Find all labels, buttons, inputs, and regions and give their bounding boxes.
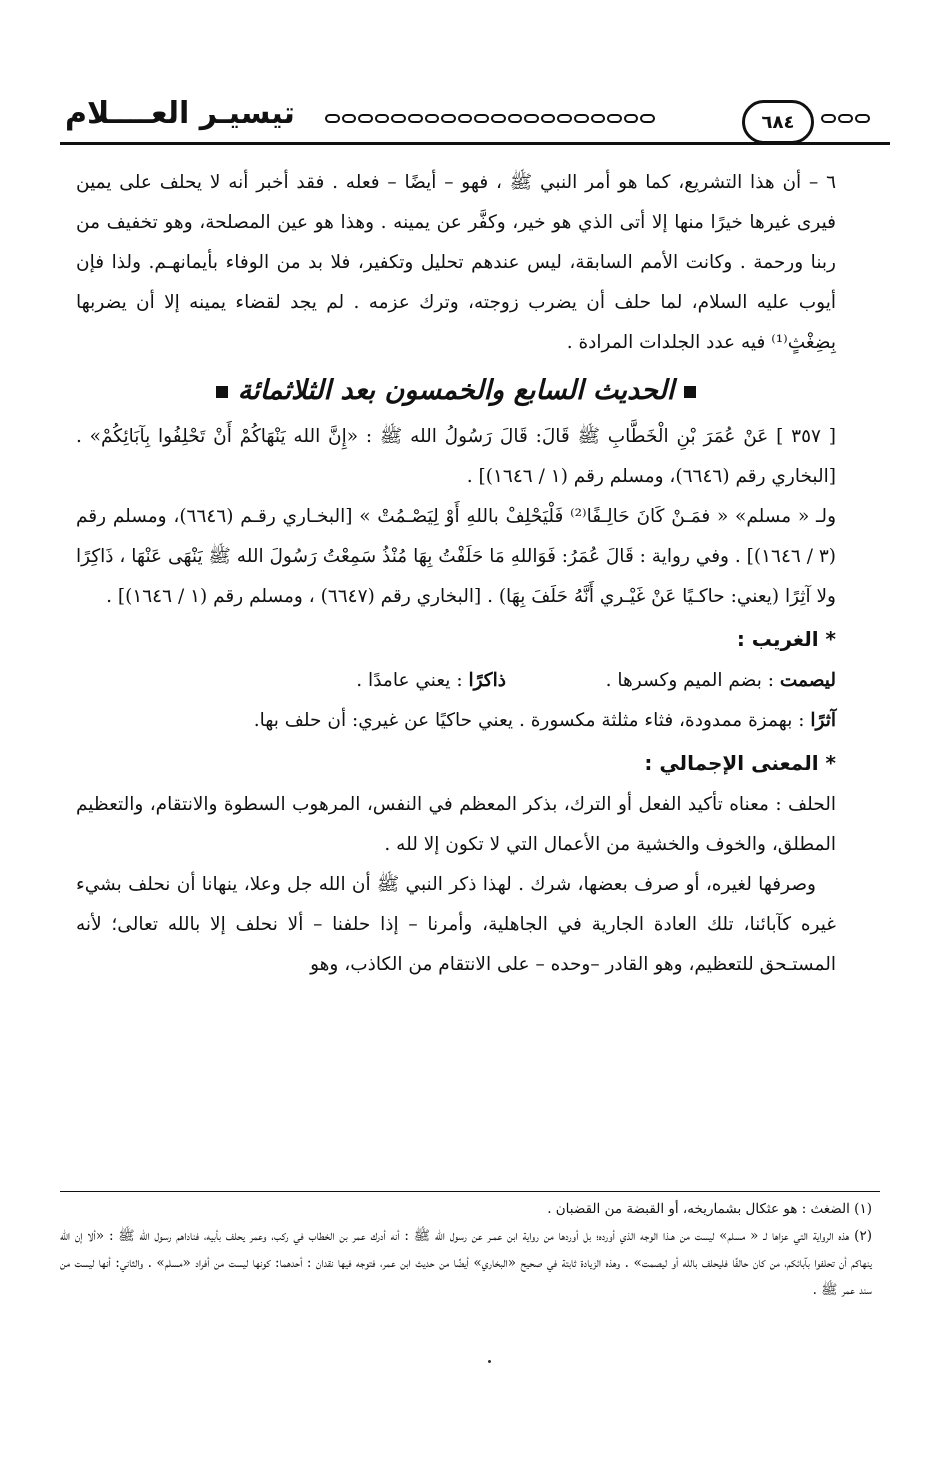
gloss-term: ليصمت	[779, 670, 836, 691]
book-title: تيسيـر العــــلام	[65, 96, 295, 131]
chain-link-ornament	[325, 114, 340, 123]
gloss-item	[76, 701, 836, 741]
chain-link-ornament	[574, 114, 589, 123]
footnote-2: (٢) هذه الرواية التي عزاها لـ « مسلم» ليست من هـذا الوجه الذي أورده؛ بل أوردها من رواية ابن عمـر عن رسول الله ﷺ : أنه أدرك عمر بن الخطاب في ركب، وعمر يحلف بأبيه، فناداهم رسول الله ﷺ : «ألا إن الله ينهاكم أن تحلفوا بآبائكم، من كان حالفًا فليحلف بالله أو ليصمت» . وهذه الزيادة ثابتة في صحيح «البخاري» أيضًا من حديث ابن عمر، فتوجه فيها نقدان : أحدهما: كونها ليست من أفراد «مسلم» . والثاني: أنها ليست من سند عمر ﷺ .	[60, 1228, 872, 1298]
chain-link-ornament	[474, 114, 489, 123]
page-header	[60, 78, 890, 144]
chain-link-ornament	[640, 114, 655, 123]
hadith-heading	[76, 367, 836, 415]
chain-link-ornament	[425, 114, 440, 123]
page-body	[76, 163, 836, 985]
gloss-definition: : بهمزة ممدودة، فثاء مثلثة مكسورة . يعني حاكيًا عن غيري: أن حلف بها.	[253, 710, 811, 731]
page-number: ٦٨٤	[761, 111, 795, 133]
chain-link-ornament	[855, 114, 870, 123]
chain-link-ornament	[624, 114, 639, 123]
chain-link-ornament	[838, 114, 853, 123]
page-mark	[488, 1360, 491, 1363]
chain-link-ornament	[607, 114, 622, 123]
chain-link-ornament	[821, 114, 836, 123]
muslim-narration: ولـ « مسلم» « فمَـنْ كَانَ حَالِـفًا⁽²⁾ فَلْيَحْلِفْ باللهِ أَوْ لِيَصْـمُتْ » [البخـاري رقـم (٦٦٤٦)، ومسلم رقم (٣ / ١٦٤٦)] . وفي رواية : قَالَ عُمَرُ: فَوَاللهِ مَا حَلَفْتُ بِهَا مُنْذُ سَمِعْتُ رَسُولَ الله ﷺ يَنْهَى عَنْهَا ، ذَاكِرًا ولا آثِرًا (يعني: حاكـيًا عَنْ غَيْـري أَنَّهُ حَلَفَ بِهَا) . [البخاري رقم (٦٦٤٧) ، ومسلم رقم (١ / ١٦٤٦)] .	[76, 506, 836, 607]
header-divider	[60, 142, 890, 145]
header-ornament-small	[820, 114, 870, 128]
chain-link-ornament	[441, 114, 456, 123]
footnotes	[60, 1196, 872, 1304]
hadith-text: [ ٣٥٧ ] عَنْ عُمَرَ بْنِ الْخَطَّابِ ﷺ قَالَ: قَالَ رَسُولُ الله ﷺ : «إِنَّ الله يَنْهَاكُمْ أَنْ تَحْلِفُوا بِآبَائِكُمْ» . [البخاري رقم (٦٦٤٦)، ومسلم رقم (١ / ١٦٤٦)] .	[76, 426, 836, 487]
chain-link-ornament	[342, 114, 357, 123]
footnote-divider	[60, 1191, 880, 1192]
ijmali-paragraph-1: الحلف : معناه تأكيد الفعل أو الترك، بذكر المعظم في النفس، المرهوب السطوة والانتقام، والتعظيم المطلق، والخوف والخشية من الأعمال التي لا تكون إلا لله .	[76, 794, 836, 855]
chain-link-ornament	[591, 114, 606, 123]
chain-link-ornament	[491, 114, 506, 123]
chain-link-ornament	[557, 114, 572, 123]
chain-link-ornament	[358, 114, 373, 123]
ijmali-heading: * المعنى الإجمالي :	[644, 751, 836, 775]
chain-link-ornament	[541, 114, 556, 123]
square-bullet-icon	[684, 386, 696, 398]
chain-link-ornament	[408, 114, 423, 123]
page-number-badge	[742, 100, 814, 144]
gloss-item	[506, 661, 836, 701]
header-ornament	[325, 114, 655, 128]
gloss-term: آثرًا	[810, 710, 836, 731]
chain-link-ornament	[508, 114, 523, 123]
chain-link-ornament	[375, 114, 390, 123]
ijmali-paragraph-2: وصرفها لغيره، أو صرف بعضها، شرك . لهذا ذكر النبي ﷺ أن الله جل وعلا، ينهانا أن نحلف بشيء غيره كآبائنا، تلك العادة الجارية في الجاهلية، وأمرنا – إذا حلفنا – ألا نحلف إلا بالله تعالى؛ لأنه المستـحق للتعظيم، وهو القادر –وحده – على الانتقام من الكاذب، وهو	[76, 874, 836, 975]
paragraph-point-6: ٦ – أن هذا التشريع، كما هو أمر النبي ﷺ ، فهو – أيضًا – فعله . فقد أخبر أنه لا يحلف على يمين فيرى غيرها خيرًا منها إلا أتى الذي هو خير، وكفَّر عن يمينه . وهذا هو عين المصلحة، وهو تخفيف من ربنا ورحمة . وكانت الأمم السابقة، ليس عندهم تحليل وتكفير، فلا بد من الوفاء بأيمانهـم. ولذا فإن أيوب عليه السلام، لما حلف أن يضرب زوجته، وترك عزمه . لم يجد لقضاء يمينه إلا أن يضربها بِضِغْثٍ⁽¹⁾ فيه عدد الجلدات المرادة .	[76, 172, 836, 353]
chain-link-ornament	[391, 114, 406, 123]
gloss-definition: : بضم الميم وكسرها .	[605, 670, 780, 691]
gloss-row	[76, 661, 836, 701]
chain-link-ornament	[524, 114, 539, 123]
gloss-item	[206, 661, 506, 701]
square-bullet-icon	[216, 386, 228, 398]
footnote-1: (١) الضغث : هو عثكال بشماريخه، أو القبضة من القضبان .	[547, 1201, 872, 1217]
gloss-term: ذاكرًا	[468, 670, 506, 691]
gloss-definition: : يعني عامدًا .	[356, 670, 469, 691]
chain-link-ornament	[458, 114, 473, 123]
gharib-heading: * الغريب :	[736, 627, 836, 651]
hadith-heading-text: الحديث السابع والخمسون بعد الثلاثمائة	[237, 375, 675, 406]
